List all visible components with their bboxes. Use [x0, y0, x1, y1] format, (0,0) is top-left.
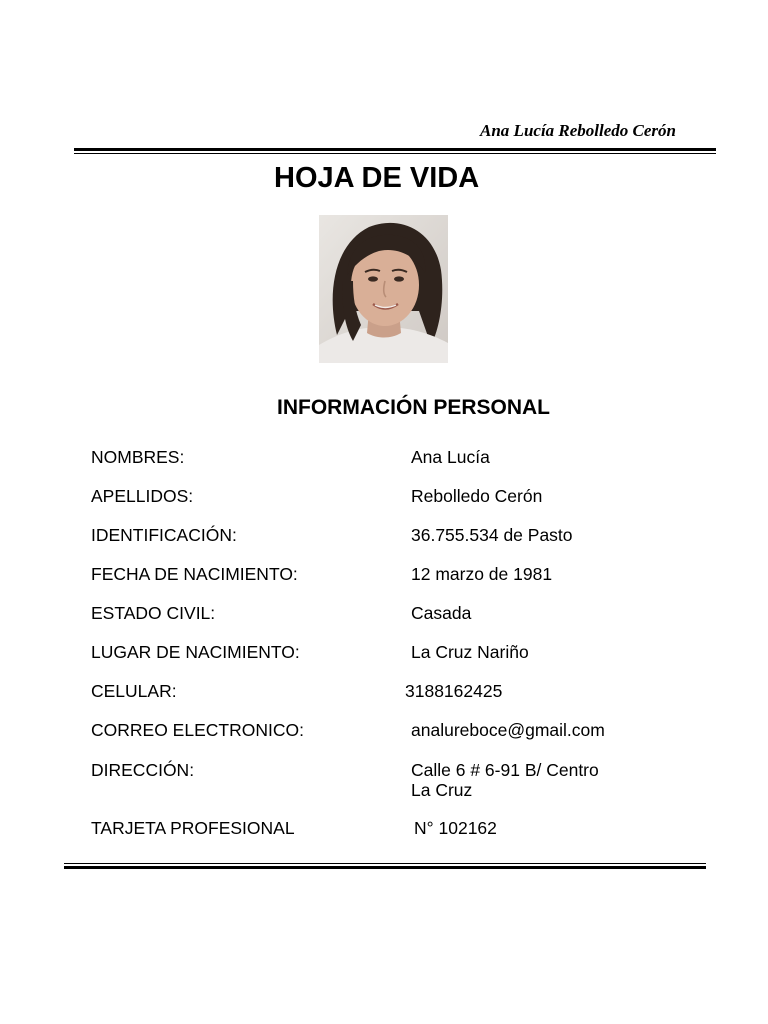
- field-value: La Cruz Nariño: [411, 642, 529, 662]
- field-label: TARJETA PROFESIONAL: [91, 818, 295, 838]
- header-divider-thin: [74, 153, 716, 154]
- field-value: 3188162425: [405, 681, 503, 701]
- field-value: N° 102162: [414, 818, 497, 838]
- field-value: [411, 760, 599, 800]
- header-author-name: Ana Lucía Rebolledo Cerón: [480, 121, 676, 140]
- field-label: DIRECCIÓN:: [91, 760, 195, 780]
- document-title: HOJA DE VIDA: [274, 162, 480, 194]
- field-value: analureboce@gmail.com: [411, 720, 605, 740]
- field-label: LUGAR DE NACIMIENTO:: [91, 642, 300, 662]
- field-value: Rebolledo Cerón: [411, 486, 543, 506]
- footer-divider-thin: [64, 863, 706, 864]
- portrait-photo-icon: [319, 215, 448, 363]
- footer-divider-thick: [64, 866, 706, 869]
- field-value-line-1: Calle 6 # 6-91 B/ Centro: [411, 760, 599, 780]
- field-value: Ana Lucía: [411, 447, 490, 467]
- field-label: IDENTIFICACIÓN:: [91, 525, 237, 545]
- field-label: FECHA DE NACIMIENTO:: [91, 564, 298, 584]
- field-label: NOMBRES:: [91, 447, 185, 467]
- profile-photo: [319, 215, 448, 363]
- field-label: CORREO ELECTRONICO:: [91, 720, 304, 740]
- field-label: CELULAR:: [91, 681, 177, 701]
- section-title-personal-info: INFORMACIÓN PERSONAL: [277, 396, 550, 419]
- field-value: 36.755.534 de Pasto: [411, 525, 573, 545]
- field-value-line-2: La Cruz: [411, 780, 473, 800]
- field-value: Casada: [411, 603, 472, 623]
- field-value: 12 marzo de 1981: [411, 564, 553, 584]
- field-label: APELLIDOS:: [91, 486, 194, 506]
- header-divider-thick: [74, 148, 716, 151]
- field-label: ESTADO CIVIL:: [91, 603, 216, 623]
